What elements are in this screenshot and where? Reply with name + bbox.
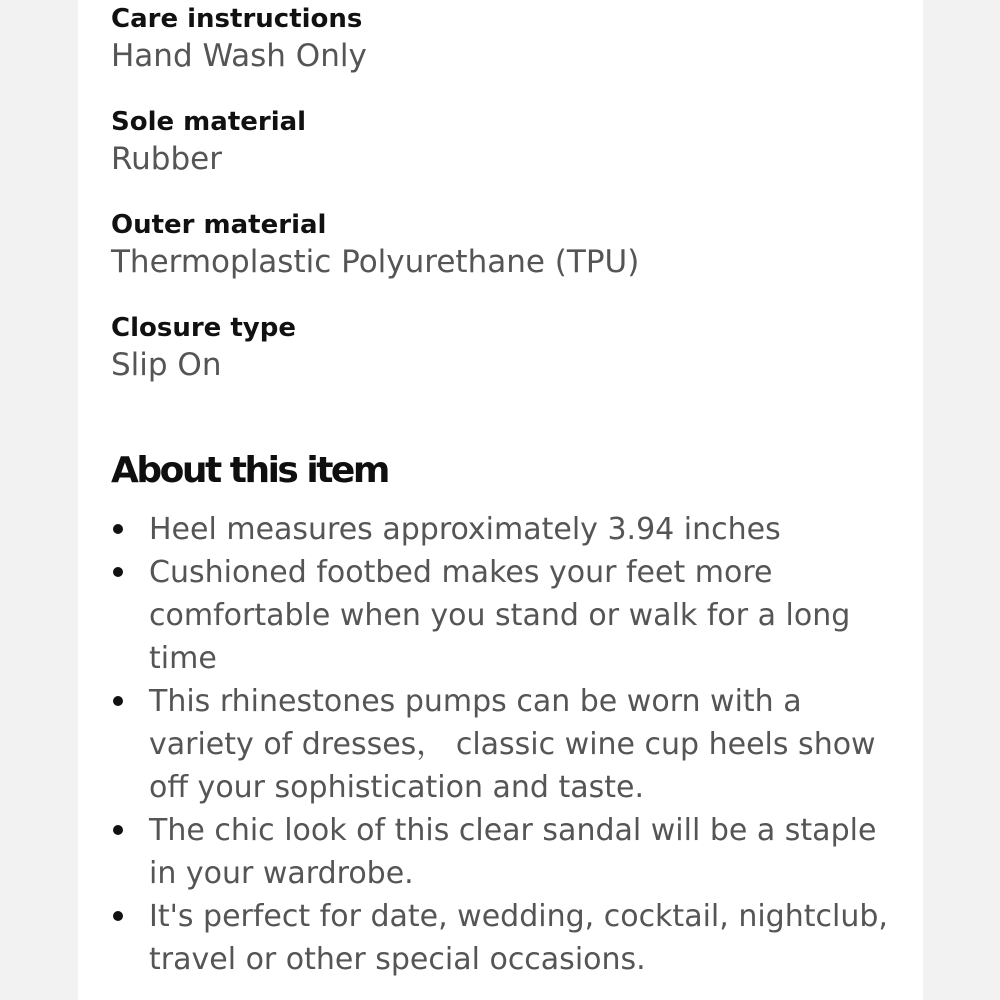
product-details-panel <box>78 0 923 1000</box>
bullet-text: The chic look of this clear sandal will be a staple in your wardrobe. <box>149 813 877 891</box>
spec-care-instructions <box>111 2 367 76</box>
list-item <box>111 680 901 809</box>
spec-value: Thermoplastic Polyurethane (TPU) <box>111 244 640 280</box>
spec-value: Slip On <box>111 347 222 383</box>
list-item <box>111 508 901 551</box>
spec-label: Outer material <box>111 210 327 240</box>
list-item <box>111 895 901 981</box>
spec-label: Sole material <box>111 107 307 137</box>
bullet-text: Cushioned footbed makes your feet more comfortable when you stand or walk for a long time <box>149 555 851 676</box>
bullet-text: Heel measures approximately 3.94 inches <box>149 512 781 547</box>
spec-sole-material <box>111 105 306 179</box>
spec-closure-type <box>111 311 296 385</box>
bullet-text: It's perfect for date, wedding, cocktail, nightclub, travel or other special occasions. <box>149 899 888 977</box>
about-bullet-list <box>111 508 901 981</box>
spec-outer-material <box>111 208 639 282</box>
spec-value: Hand Wash Only <box>111 38 367 74</box>
bullet-dot-icon <box>113 567 123 577</box>
bullet-dot-icon <box>113 524 123 534</box>
list-item <box>111 809 901 895</box>
spec-label: Care instructions <box>111 4 363 34</box>
about-this-item-heading: About this item <box>111 450 388 491</box>
bullet-text: This rhinestones pumps can be worn with a variety of dresses， classic wine cup heels show off your sophistication and taste. <box>149 684 876 805</box>
bullet-dot-icon <box>113 696 123 706</box>
spec-value: Rubber <box>111 141 222 177</box>
bullet-dot-icon <box>113 911 123 921</box>
list-item <box>111 551 901 680</box>
bullet-dot-icon <box>113 825 123 835</box>
spec-label: Closure type <box>111 313 296 343</box>
